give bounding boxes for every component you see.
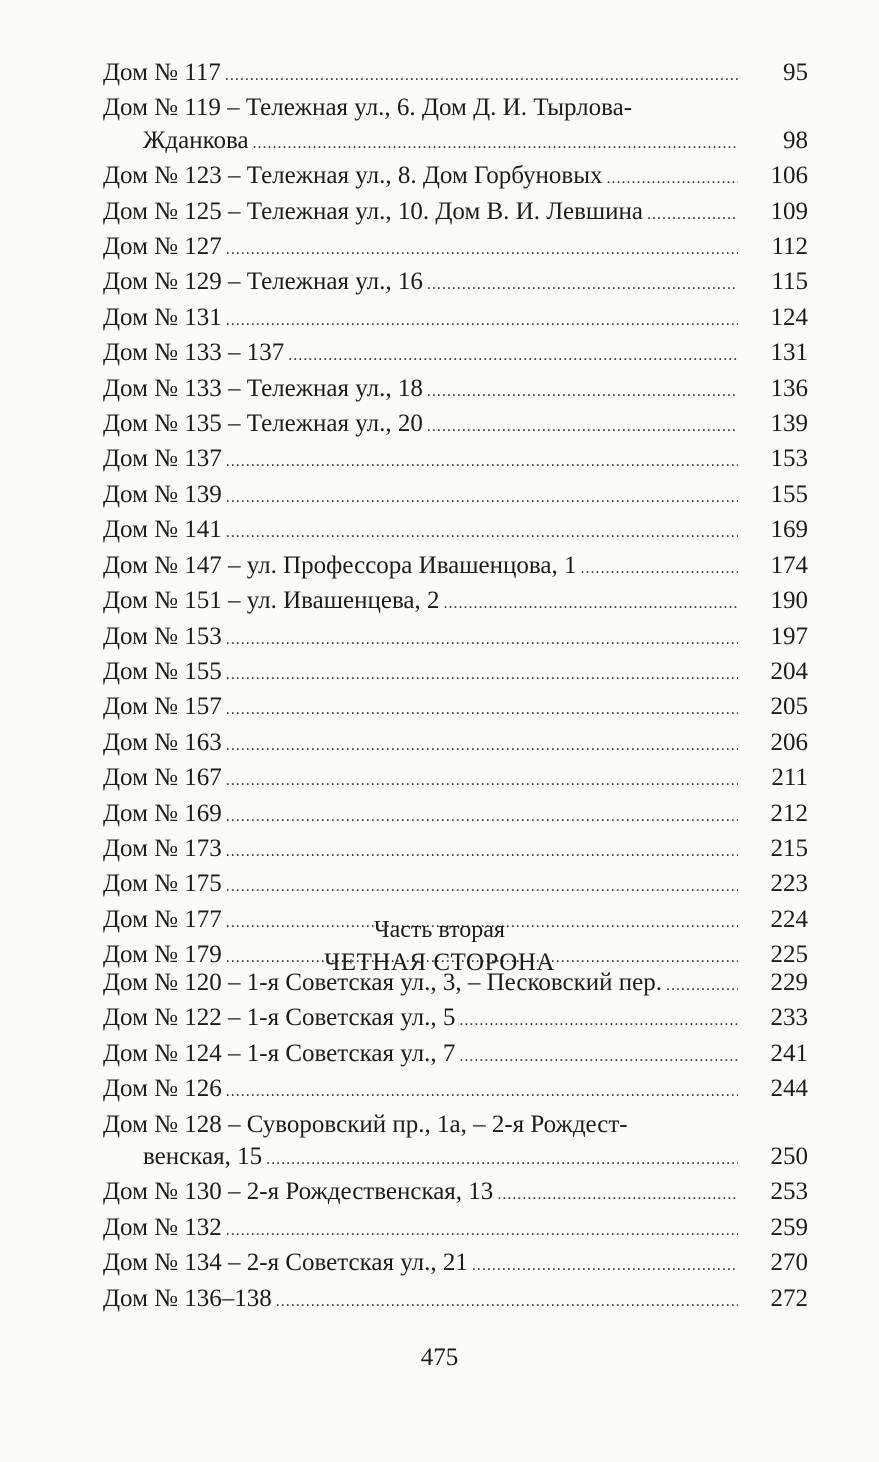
entry-title: Дом № 179 bbox=[103, 941, 222, 969]
entry-page: 174 bbox=[770, 551, 808, 579]
entry-title: Дом № 124 – 1-я Советская ул., 7 bbox=[103, 1039, 456, 1067]
entry-page: 206 bbox=[770, 728, 808, 756]
entry-title: Дом № 173 bbox=[103, 834, 222, 862]
entry-title: Дом № 167 bbox=[103, 764, 222, 792]
entry-page: 241 bbox=[770, 1039, 808, 1067]
leader-dots bbox=[444, 588, 738, 620]
entry-page: 215 bbox=[770, 834, 808, 862]
entry-title: Дом № 157 bbox=[103, 693, 222, 721]
toc-entry bbox=[103, 514, 808, 549]
leader-dots bbox=[226, 730, 738, 762]
toc-list-odd-side bbox=[103, 57, 808, 975]
leader-dots bbox=[226, 801, 738, 833]
leader-dots bbox=[253, 128, 738, 160]
entry-title: Дом № 120 – 1-я Советская ул., 3, – Песковский пер. bbox=[103, 969, 662, 996]
leader-dots bbox=[427, 376, 738, 408]
toc-entry bbox=[103, 1212, 808, 1247]
entry-title: Дом № 130 – 2-я Рождественская, 13 bbox=[103, 1178, 494, 1206]
leader-dots bbox=[226, 1215, 738, 1247]
entry-title: Дом № 169 bbox=[103, 799, 222, 827]
leader-dots bbox=[226, 305, 738, 337]
toc-entry bbox=[103, 443, 808, 478]
entry-title: Дом № 136–138 bbox=[103, 1284, 272, 1312]
leader-dots bbox=[226, 517, 738, 549]
toc-entry bbox=[103, 1002, 808, 1037]
entry-title: Дом № 133 – Тележная ул., 18 bbox=[103, 374, 423, 402]
entry-page: 244 bbox=[770, 1075, 808, 1103]
toc-entry bbox=[103, 1109, 808, 1177]
toc-entry bbox=[103, 1247, 808, 1282]
entry-title: Дом № 177 bbox=[103, 905, 222, 933]
leader-dots bbox=[226, 624, 738, 656]
leader-dots bbox=[472, 1250, 738, 1282]
entry-title: Дом № 141 bbox=[103, 516, 222, 544]
part-label: Часть вторая bbox=[374, 917, 505, 943]
entry-title-line1: Дом № 119 – Тележная ул., 6. Дом Д. И. Тырлова- bbox=[103, 94, 633, 122]
entry-page: 95 bbox=[783, 59, 808, 86]
entry-page: 106 bbox=[770, 162, 808, 190]
leader-dots bbox=[647, 199, 738, 231]
entry-title: Дом № 135 – Тележная ул., 20 bbox=[103, 410, 423, 438]
entry-title: Дом № 133 – 137 bbox=[103, 339, 285, 367]
toc-entry bbox=[103, 57, 808, 92]
leader-dots bbox=[607, 163, 738, 195]
toc-entry bbox=[103, 92, 808, 160]
leader-dots bbox=[459, 1041, 738, 1073]
entry-page: 109 bbox=[770, 197, 808, 225]
entry-title: Дом № 155 bbox=[103, 657, 222, 685]
leader-dots bbox=[666, 970, 738, 1002]
toc-entry bbox=[103, 196, 808, 231]
leader-dots bbox=[288, 340, 738, 372]
leader-dots bbox=[226, 482, 738, 514]
toc-entry bbox=[103, 337, 808, 372]
leader-dots bbox=[226, 234, 738, 266]
entry-page: 197 bbox=[770, 622, 808, 650]
leader-dots bbox=[427, 269, 738, 301]
entry-page: 115 bbox=[771, 268, 808, 296]
entry-page: 124 bbox=[770, 303, 808, 331]
leader-dots bbox=[226, 836, 738, 868]
toc-entry bbox=[103, 373, 808, 408]
toc-entry bbox=[103, 160, 808, 195]
toc-entry bbox=[103, 868, 808, 903]
entry-page: 205 bbox=[770, 693, 808, 721]
entry-title: Дом № 122 – 1-я Советская ул., 5 bbox=[103, 1004, 456, 1032]
entry-page: 250 bbox=[770, 1143, 808, 1171]
entry-page: 98 bbox=[783, 126, 808, 154]
leader-dots bbox=[459, 1005, 738, 1037]
entry-title: Дом № 129 – Тележная ул., 16 bbox=[103, 268, 423, 296]
toc-entry bbox=[103, 1283, 808, 1318]
leader-dots bbox=[276, 1286, 738, 1318]
entry-title: Дом № 131 bbox=[103, 303, 222, 331]
entry-page: 190 bbox=[770, 587, 808, 615]
toc-entry bbox=[103, 585, 808, 620]
entry-page: 212 bbox=[770, 799, 808, 827]
entry-page: 259 bbox=[770, 1213, 808, 1241]
entry-page: 139 bbox=[770, 410, 808, 438]
entry-page: 153 bbox=[770, 445, 808, 473]
toc-entry bbox=[103, 621, 808, 656]
leader-dots bbox=[226, 446, 738, 478]
toc-entry bbox=[103, 479, 808, 514]
entry-page: 224 bbox=[770, 905, 808, 933]
entry-page: 131 bbox=[770, 339, 808, 367]
toc-entry bbox=[103, 656, 808, 691]
entry-title: Дом № 125 – Тележная ул., 10. Дом В. И. Левшина bbox=[103, 197, 644, 225]
leader-dots bbox=[580, 553, 738, 585]
entry-title: Дом № 137 bbox=[103, 445, 222, 473]
page-number: 475 bbox=[420, 1344, 459, 1371]
entry-page: 253 bbox=[770, 1178, 808, 1206]
entry-page: 136 bbox=[770, 374, 808, 402]
toc-entry bbox=[103, 231, 808, 266]
entry-title: Дом № 126 bbox=[103, 1075, 222, 1103]
entry-page: 112 bbox=[771, 233, 808, 261]
entry-title: Дом № 163 bbox=[103, 728, 222, 756]
entry-title: Дом № 117 bbox=[103, 59, 221, 86]
leader-dots bbox=[226, 765, 738, 797]
toc-entry bbox=[103, 762, 808, 797]
leader-dots bbox=[225, 60, 738, 92]
entry-page: 169 bbox=[770, 516, 808, 544]
toc-entry bbox=[103, 967, 808, 1002]
entry-title: Жданкова bbox=[143, 126, 249, 154]
entry-page: 211 bbox=[771, 764, 808, 792]
entry-title: Дом № 147 – ул. Профессора Ивашенцова, 1 bbox=[103, 551, 577, 579]
toc-entry bbox=[103, 302, 808, 337]
entry-title: Дом № 139 bbox=[103, 480, 222, 508]
leader-dots bbox=[226, 659, 738, 691]
leader-dots bbox=[226, 871, 738, 903]
entry-page: 233 bbox=[770, 1004, 808, 1032]
leader-dots bbox=[497, 1179, 738, 1211]
leader-dots bbox=[266, 1144, 738, 1176]
entry-page: 272 bbox=[770, 1284, 808, 1312]
toc-entry bbox=[103, 550, 808, 585]
entry-title: Дом № 134 – 2-я Советская ул., 21 bbox=[103, 1249, 468, 1277]
toc-entry bbox=[103, 266, 808, 301]
entry-title-line1: Дом № 128 – Суворовский пр., 1а, – 2-я Рождест- bbox=[103, 1110, 628, 1138]
toc-entry bbox=[103, 1176, 808, 1211]
entry-title: Дом № 175 bbox=[103, 870, 222, 898]
entry-page: 223 bbox=[770, 870, 808, 898]
leader-dots bbox=[226, 694, 738, 726]
toc-entry bbox=[103, 833, 808, 868]
toc-list-even-side bbox=[103, 967, 808, 1318]
toc-entry bbox=[103, 798, 808, 833]
toc-entry bbox=[103, 1073, 808, 1108]
entry-title: Дом № 127 bbox=[103, 233, 222, 261]
entry-page: 270 bbox=[770, 1249, 808, 1277]
entry-title: Дом № 153 bbox=[103, 622, 222, 650]
entry-page: 225 bbox=[770, 941, 808, 969]
entry-page: 229 bbox=[770, 969, 808, 996]
toc-entry bbox=[103, 727, 808, 762]
entry-title: Дом № 132 bbox=[103, 1213, 222, 1241]
toc-entry bbox=[103, 1038, 808, 1073]
toc-entry bbox=[103, 691, 808, 726]
entry-page: 204 bbox=[770, 657, 808, 685]
entry-title: Дом № 123 – Тележная ул., 8. Дом Горбуновых bbox=[103, 162, 603, 190]
leader-dots bbox=[427, 411, 738, 443]
entry-page: 155 bbox=[770, 480, 808, 508]
entry-title: венская, 15 bbox=[143, 1143, 263, 1171]
leader-dots bbox=[226, 1076, 738, 1108]
entry-title: Дом № 151 – ул. Ивашенцева, 2 bbox=[103, 587, 440, 615]
toc-entry bbox=[103, 408, 808, 443]
part-title: ЧЕТНАЯ СТОРОНА bbox=[324, 949, 555, 976]
